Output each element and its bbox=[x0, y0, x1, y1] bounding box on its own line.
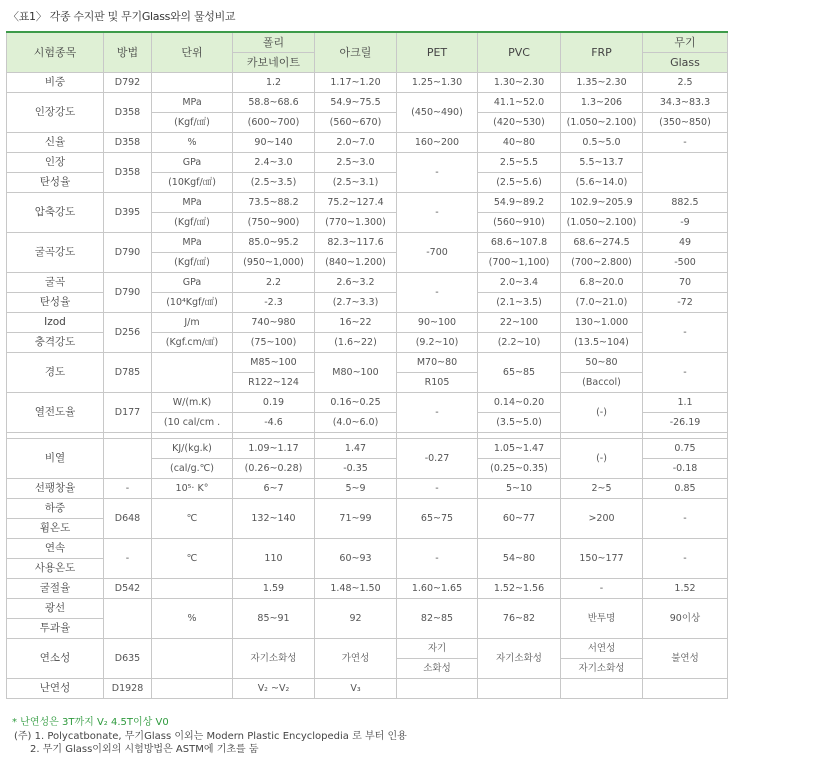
cell-pet: 160~200 bbox=[397, 133, 478, 153]
cell-frp: (700~2.800) bbox=[561, 253, 643, 273]
cell-acrylic: 1.48~1.50 bbox=[315, 579, 397, 599]
cell-frp: 1.35~2.30 bbox=[561, 73, 643, 93]
table-row bbox=[7, 639, 728, 659]
row-item: 비열 bbox=[7, 439, 104, 479]
cell-frp: 150~177 bbox=[561, 539, 643, 579]
cell-frp: 0.5~5.0 bbox=[561, 133, 643, 153]
row-item: 탄성율 bbox=[7, 173, 104, 193]
cell-frp: 서연성 bbox=[561, 639, 643, 659]
cell-pvc: 22~100 bbox=[478, 313, 561, 333]
cell-pc: 90~140 bbox=[233, 133, 315, 153]
cell-frp: 102.9~205.9 bbox=[561, 193, 643, 213]
row-unit: % bbox=[152, 599, 233, 639]
row-item: 하중 bbox=[7, 499, 104, 519]
table-row bbox=[7, 479, 728, 499]
table-row bbox=[7, 233, 728, 253]
cell-pc: (75~100) bbox=[233, 333, 315, 353]
cell-acrylic: 60~93 bbox=[315, 539, 397, 579]
header-acrylic: 아크릴 bbox=[315, 32, 397, 73]
cell-glass: -500 bbox=[643, 253, 728, 273]
row-method: - bbox=[104, 539, 152, 579]
row-item: Izod bbox=[7, 313, 104, 333]
row-method bbox=[104, 599, 152, 639]
cell-glass: (350~850) bbox=[643, 113, 728, 133]
cell-pvc: 54.9~89.2 bbox=[478, 193, 561, 213]
cell-glass: - bbox=[643, 539, 728, 579]
cell-pvc: 0.14~0.20 bbox=[478, 393, 561, 413]
row-item: 인장강도 bbox=[7, 93, 104, 133]
cell-frp: (-) bbox=[561, 439, 643, 479]
cell-pet: (450~490) bbox=[397, 93, 478, 133]
cell-acrylic: M80~100 bbox=[315, 353, 397, 393]
flame-retardancy-note: * 난연성은 3T까지 V₂ 4.5T이상 V0 bbox=[12, 717, 169, 728]
row-unit: % bbox=[152, 133, 233, 153]
cell-pvc: 54~80 bbox=[478, 539, 561, 579]
cell-pvc: 1.30~2.30 bbox=[478, 73, 561, 93]
property-comparison-table bbox=[6, 31, 728, 699]
cell-acrylic: 2.5~3.0 bbox=[315, 153, 397, 173]
cell-glass: 0.75 bbox=[643, 439, 728, 459]
row-item: 경도 bbox=[7, 353, 104, 393]
header-polycarbonate-bottom: 카보네이트 bbox=[233, 53, 315, 73]
row-unit: ℃ bbox=[152, 499, 233, 539]
cell-pet: M70~80 bbox=[397, 353, 478, 373]
cell-pc: 2.4~3.0 bbox=[233, 153, 315, 173]
header-pvc: PVC bbox=[478, 32, 561, 73]
cell-pc: 2.2 bbox=[233, 273, 315, 293]
cell-frp: 자기소화성 bbox=[561, 659, 643, 679]
row-item: 투과율 bbox=[7, 619, 104, 639]
table-row bbox=[7, 153, 728, 173]
cell-pc: 132~140 bbox=[233, 499, 315, 539]
cell-frp: (-) bbox=[561, 393, 643, 433]
row-unit bbox=[152, 639, 233, 679]
header-frp: FRP bbox=[561, 32, 643, 73]
cell-glass: 2.5 bbox=[643, 73, 728, 93]
row-method: D358 bbox=[104, 153, 152, 193]
cell-pc: 85.0~95.2 bbox=[233, 233, 315, 253]
cell-acrylic: 1.47 bbox=[315, 439, 397, 459]
row-method: D792 bbox=[104, 73, 152, 93]
cell-pet: 자기 bbox=[397, 639, 478, 659]
cell-glass: 882.5 bbox=[643, 193, 728, 213]
cell-acrylic: 2.6~3.2 bbox=[315, 273, 397, 293]
cell-glass bbox=[643, 679, 728, 699]
row-item: 탄성율 bbox=[7, 293, 104, 313]
row-method: D635 bbox=[104, 639, 152, 679]
cell-acrylic: (2.5~3.1) bbox=[315, 173, 397, 193]
cell-frp bbox=[561, 679, 643, 699]
row-item: 연속 bbox=[7, 539, 104, 559]
cell-pvc: 자기소화성 bbox=[478, 639, 561, 679]
cell-pet: 1.60~1.65 bbox=[397, 579, 478, 599]
table-row bbox=[7, 273, 728, 293]
cell-acrylic: (770~1.300) bbox=[315, 213, 397, 233]
row-item: 굴절율 bbox=[7, 579, 104, 599]
cell-pet: - bbox=[397, 273, 478, 313]
row-method: D648 bbox=[104, 499, 152, 539]
cell-glass: -9 bbox=[643, 213, 728, 233]
cell-pet: (9.2~10) bbox=[397, 333, 478, 353]
cell-acrylic: (4.0~6.0) bbox=[315, 413, 397, 433]
cell-pvc: 65~85 bbox=[478, 353, 561, 393]
row-item: 충격강도 bbox=[7, 333, 104, 353]
cell-frp: 68.6~274.5 bbox=[561, 233, 643, 253]
cell-pet: - bbox=[397, 539, 478, 579]
cell-glass: -0.18 bbox=[643, 459, 728, 479]
cell-glass: -26.19 bbox=[643, 413, 728, 433]
row-method: D542 bbox=[104, 579, 152, 599]
cell-frp: (7.0~21.0) bbox=[561, 293, 643, 313]
cell-pc: -2.3 bbox=[233, 293, 315, 313]
cell-acrylic: 2.0~7.0 bbox=[315, 133, 397, 153]
row-item: 굴곡 bbox=[7, 273, 104, 293]
cell-pc: 58.8~68.6 bbox=[233, 93, 315, 113]
row-unit: MPa bbox=[152, 93, 233, 113]
row-item: 광선 bbox=[7, 599, 104, 619]
cell-glass: 90이상 bbox=[643, 599, 728, 639]
cell-pvc: (2.2~10) bbox=[478, 333, 561, 353]
table-row bbox=[7, 193, 728, 213]
cell-pvc: (2.5~5.6) bbox=[478, 173, 561, 193]
row-item: 열전도율 bbox=[7, 393, 104, 433]
cell-glass: 49 bbox=[643, 233, 728, 253]
cell-pvc: 5~10 bbox=[478, 479, 561, 499]
table-row bbox=[7, 539, 728, 559]
cell-pc: (600~700) bbox=[233, 113, 315, 133]
row-unit: (Kgf/㎠) bbox=[152, 213, 233, 233]
row-item: 연소성 bbox=[7, 639, 104, 679]
table-row bbox=[7, 313, 728, 333]
cell-pet bbox=[397, 679, 478, 699]
row-unit: (Kgf/㎠) bbox=[152, 253, 233, 273]
cell-acrylic: 92 bbox=[315, 599, 397, 639]
row-item: 굴곡강도 bbox=[7, 233, 104, 273]
cell-glass: - bbox=[643, 499, 728, 539]
cell-pc: 740~980 bbox=[233, 313, 315, 333]
table-row bbox=[7, 599, 728, 619]
row-unit: ℃ bbox=[152, 539, 233, 579]
cell-pc: (0.26~0.28) bbox=[233, 459, 315, 479]
cell-acrylic: 54.9~75.5 bbox=[315, 93, 397, 113]
cell-pc: 110 bbox=[233, 539, 315, 579]
cell-pc: 1.09~1.17 bbox=[233, 439, 315, 459]
cell-pc: 85~91 bbox=[233, 599, 315, 639]
row-method: D785 bbox=[104, 353, 152, 393]
row-method: D358 bbox=[104, 93, 152, 133]
cell-pet: - bbox=[397, 479, 478, 499]
row-item: 인장 bbox=[7, 153, 104, 173]
row-unit bbox=[152, 579, 233, 599]
row-method: D790 bbox=[104, 233, 152, 273]
cell-pet: - bbox=[397, 393, 478, 433]
table-row bbox=[7, 579, 728, 599]
row-unit: GPa bbox=[152, 273, 233, 293]
row-unit: J/m bbox=[152, 313, 233, 333]
row-unit: (10 cal/cm . bbox=[152, 413, 233, 433]
cell-acrylic: 75.2~127.4 bbox=[315, 193, 397, 213]
cell-glass: 0.85 bbox=[643, 479, 728, 499]
row-method: D358 bbox=[104, 133, 152, 153]
cell-pvc: 76~82 bbox=[478, 599, 561, 639]
cell-pvc: 1.52~1.56 bbox=[478, 579, 561, 599]
cell-frp: 반투명 bbox=[561, 599, 643, 639]
cell-glass: - bbox=[643, 313, 728, 353]
table-row bbox=[7, 499, 728, 519]
row-unit bbox=[152, 73, 233, 93]
cell-frp: - bbox=[561, 579, 643, 599]
row-unit bbox=[152, 679, 233, 699]
cell-acrylic: 0.16~0.25 bbox=[315, 393, 397, 413]
cell-glass: 1.1 bbox=[643, 393, 728, 413]
cell-frp: (1.050~2.100) bbox=[561, 113, 643, 133]
row-item: 사용온도 bbox=[7, 559, 104, 579]
cell-glass: -72 bbox=[643, 293, 728, 313]
cell-pc: -4.6 bbox=[233, 413, 315, 433]
cell-pet: 65~75 bbox=[397, 499, 478, 539]
cell-pc: 6~7 bbox=[233, 479, 315, 499]
row-unit: MPa bbox=[152, 193, 233, 213]
cell-pet: R105 bbox=[397, 373, 478, 393]
cell-pvc: 40~80 bbox=[478, 133, 561, 153]
cell-pvc: (2.1~3.5) bbox=[478, 293, 561, 313]
cell-pvc: 2.0~3.4 bbox=[478, 273, 561, 293]
cell-acrylic: 71~99 bbox=[315, 499, 397, 539]
cell-frp: (5.6~14.0) bbox=[561, 173, 643, 193]
table-caption: 〈표1〉 각종 수지판 및 무기Glass와의 물성비교 bbox=[8, 10, 236, 23]
cell-glass bbox=[643, 153, 728, 193]
cell-glass: - bbox=[643, 133, 728, 153]
cell-pvc: (3.5~5.0) bbox=[478, 413, 561, 433]
header-polycarbonate-top: 폴리 bbox=[233, 32, 315, 53]
cell-pet: 90~100 bbox=[397, 313, 478, 333]
cell-pvc: 2.5~5.5 bbox=[478, 153, 561, 173]
cell-pc: (2.5~3.5) bbox=[233, 173, 315, 193]
cell-pet: -0.27 bbox=[397, 439, 478, 479]
row-item: 휨온도 bbox=[7, 519, 104, 539]
cell-pvc: (420~530) bbox=[478, 113, 561, 133]
cell-acrylic: 1.17~1.20 bbox=[315, 73, 397, 93]
row-method: D177 bbox=[104, 393, 152, 433]
cell-pet: 1.25~1.30 bbox=[397, 73, 478, 93]
cell-frp: 2~5 bbox=[561, 479, 643, 499]
row-unit: W/(m.K) bbox=[152, 393, 233, 413]
row-item: 압축강도 bbox=[7, 193, 104, 233]
table-row bbox=[7, 93, 728, 113]
row-method: D395 bbox=[104, 193, 152, 233]
cell-pvc: (700~1,100) bbox=[478, 253, 561, 273]
cell-frp: 130~1.000 bbox=[561, 313, 643, 333]
cell-pvc: (560~910) bbox=[478, 213, 561, 233]
row-method bbox=[104, 439, 152, 479]
cell-pc: 1.59 bbox=[233, 579, 315, 599]
row-unit: 10⁵· K° bbox=[152, 479, 233, 499]
cell-pc: 자기소화성 bbox=[233, 639, 315, 679]
row-unit: MPa bbox=[152, 233, 233, 253]
cell-frp: >200 bbox=[561, 499, 643, 539]
row-unit: KJ/(kg.k) bbox=[152, 439, 233, 459]
footnotes bbox=[14, 730, 407, 756]
cell-acrylic: 5~9 bbox=[315, 479, 397, 499]
row-item: 난연성 bbox=[7, 679, 104, 699]
row-item: 비중 bbox=[7, 73, 104, 93]
table-row bbox=[7, 73, 728, 93]
cell-glass: - bbox=[643, 353, 728, 393]
cell-acrylic: (1.6~22) bbox=[315, 333, 397, 353]
cell-frp: (1.050~2.100) bbox=[561, 213, 643, 233]
header-method: 방법 bbox=[104, 32, 152, 73]
row-unit: (10Kgf/㎠) bbox=[152, 173, 233, 193]
cell-pvc: 68.6~107.8 bbox=[478, 233, 561, 253]
cell-pc: 0.19 bbox=[233, 393, 315, 413]
cell-pvc: 1.05~1.47 bbox=[478, 439, 561, 459]
cell-pc: 1.2 bbox=[233, 73, 315, 93]
cell-acrylic: 82.3~117.6 bbox=[315, 233, 397, 253]
cell-pet: 소화성 bbox=[397, 659, 478, 679]
header-pet: PET bbox=[397, 32, 478, 73]
cell-frp: (13.5~104) bbox=[561, 333, 643, 353]
cell-acrylic: (560~670) bbox=[315, 113, 397, 133]
row-method: D256 bbox=[104, 313, 152, 353]
row-unit: (cal/g.℃) bbox=[152, 459, 233, 479]
row-unit: (10⁴Kgf/㎠) bbox=[152, 293, 233, 313]
row-method: D1928 bbox=[104, 679, 152, 699]
cell-acrylic: (2.7~3.3) bbox=[315, 293, 397, 313]
cell-frp: 6.8~20.0 bbox=[561, 273, 643, 293]
table-row bbox=[7, 393, 728, 413]
cell-pet: -700 bbox=[397, 233, 478, 273]
cell-pc: M85~100 bbox=[233, 353, 315, 373]
header-glass-bottom: Glass bbox=[643, 53, 728, 73]
row-unit: GPa bbox=[152, 153, 233, 173]
cell-acrylic: -0.35 bbox=[315, 459, 397, 479]
row-unit: (Kgf/㎠) bbox=[152, 113, 233, 133]
cell-pvc: 60~77 bbox=[478, 499, 561, 539]
footnote-1: (주) 1. Polycatbonate, 무기Glass 이외는 Modern Plastic Encyclopedia 로 부터 인용 bbox=[14, 731, 407, 742]
cell-glass: 70 bbox=[643, 273, 728, 293]
cell-pc: (950~1,000) bbox=[233, 253, 315, 273]
cell-frp: 1.3~206 bbox=[561, 93, 643, 113]
cell-acrylic: 가연성 bbox=[315, 639, 397, 679]
cell-pet: - bbox=[397, 193, 478, 233]
cell-pet: 82~85 bbox=[397, 599, 478, 639]
cell-glass: 불연성 bbox=[643, 639, 728, 679]
header-item: 시험종목 bbox=[7, 32, 104, 73]
row-unit: (Kgf.cm/㎠) bbox=[152, 333, 233, 353]
table-row bbox=[7, 439, 728, 459]
cell-pc: R122~124 bbox=[233, 373, 315, 393]
row-method: D790 bbox=[104, 273, 152, 313]
cell-pvc bbox=[478, 679, 561, 699]
cell-frp: (Baccol) bbox=[561, 373, 643, 393]
table-row bbox=[7, 679, 728, 699]
cell-glass: 34.3~83.3 bbox=[643, 93, 728, 113]
cell-frp: 50~80 bbox=[561, 353, 643, 373]
header-glass-top: 무기 bbox=[643, 32, 728, 53]
table-row bbox=[7, 353, 728, 373]
cell-pvc: (0.25~0.35) bbox=[478, 459, 561, 479]
cell-pc: (750~900) bbox=[233, 213, 315, 233]
table-row bbox=[7, 133, 728, 153]
row-item: 신율 bbox=[7, 133, 104, 153]
cell-frp: 5.5~13.7 bbox=[561, 153, 643, 173]
cell-pet: - bbox=[397, 153, 478, 193]
cell-acrylic: 16~22 bbox=[315, 313, 397, 333]
cell-glass: 1.52 bbox=[643, 579, 728, 599]
row-unit bbox=[152, 353, 233, 393]
cell-pc: V₂ ~V₂ bbox=[233, 679, 315, 699]
cell-pc: 73.5~88.2 bbox=[233, 193, 315, 213]
cell-acrylic: V₃ bbox=[315, 679, 397, 699]
cell-pvc: 41.1~52.0 bbox=[478, 93, 561, 113]
row-method: - bbox=[104, 479, 152, 499]
footnote-2: 2. 무기 Glass이외의 시험방법은 ASTM에 기초를 둠 bbox=[30, 744, 259, 755]
row-item: 선팽창율 bbox=[7, 479, 104, 499]
header-unit: 단위 bbox=[152, 32, 233, 73]
cell-acrylic: (840~1.200) bbox=[315, 253, 397, 273]
